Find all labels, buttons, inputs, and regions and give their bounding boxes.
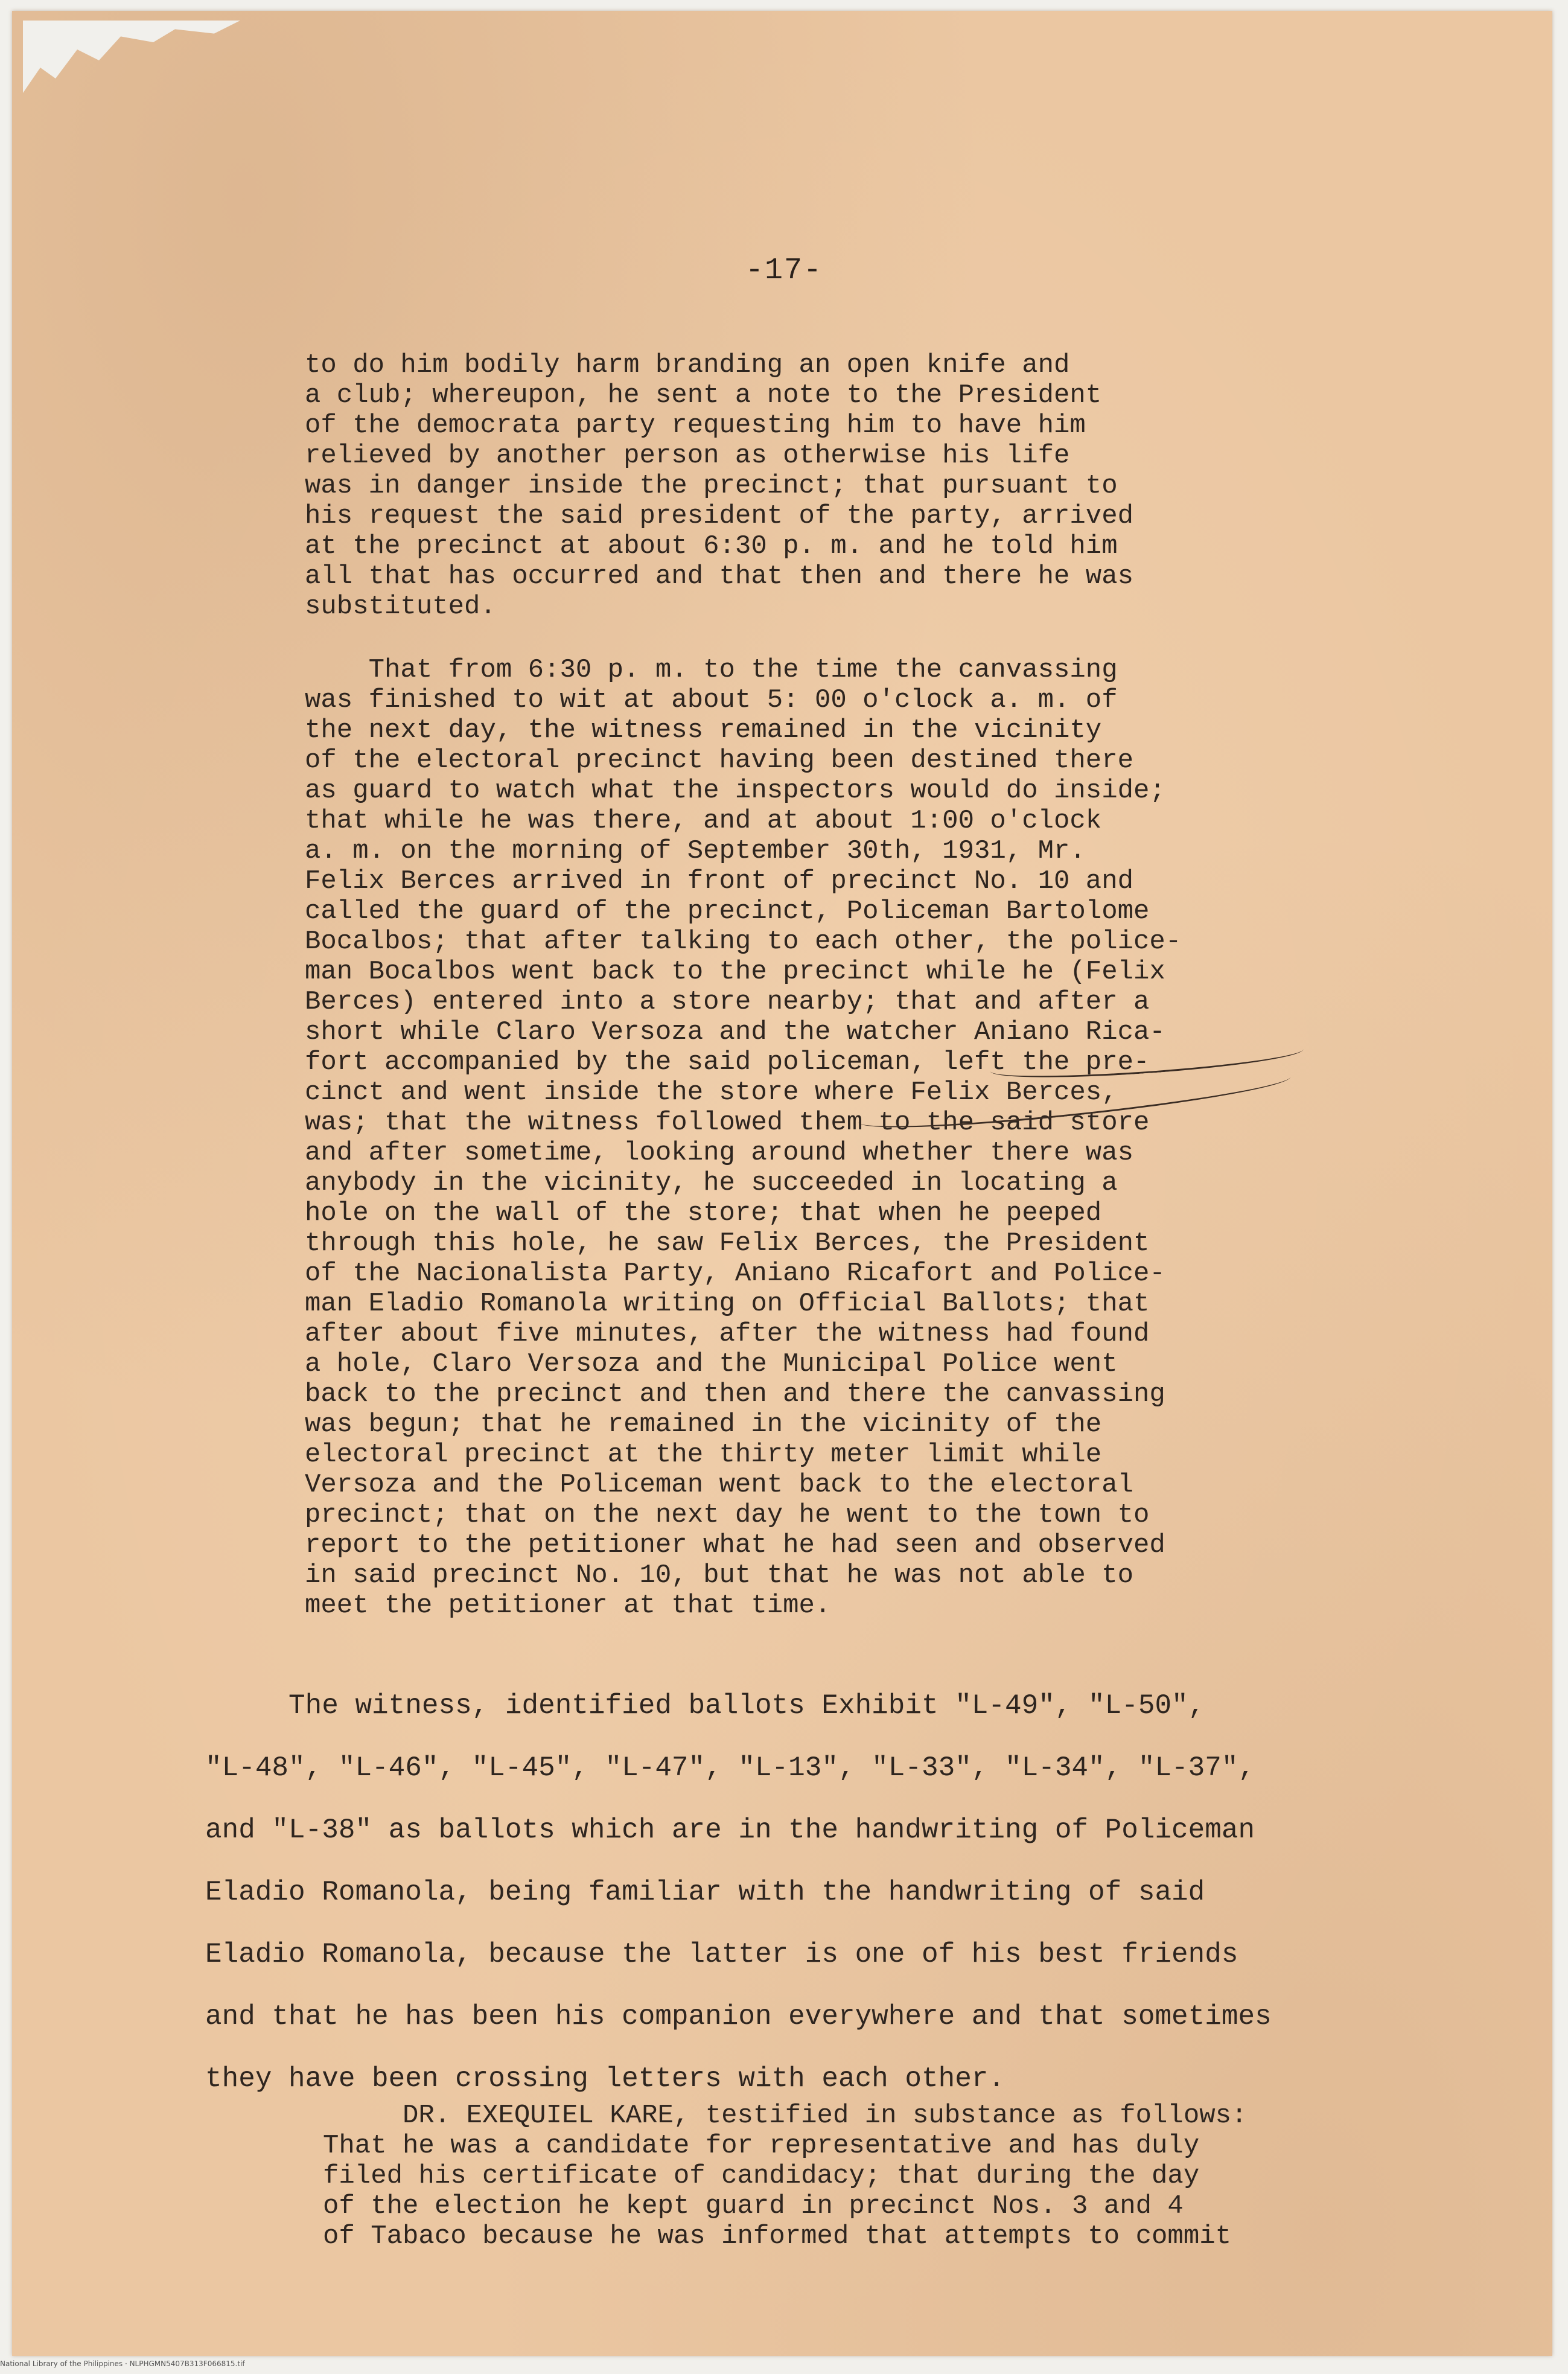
text-line: that while he was there, and at about 1:00 o'clock	[305, 806, 1102, 836]
text-line: DR. EXEQUIEL KARE, testified in substance as follows:	[323, 2101, 1248, 2131]
text-line: was finished to wit at about 5: 00 o'clock a. m. of	[305, 685, 1118, 715]
text-line: and "L-38" as ballots which are in the handwriting of Policeman	[205, 1814, 1255, 1846]
archive-footer: National Library of the Philippines · NLPHGMN5407B313F066815.tif	[0, 2360, 245, 2368]
text-line: called the guard of the precinct, Policeman Bartolome	[305, 896, 1150, 927]
paragraph-4	[323, 2101, 1247, 2251]
text-line: Felix Berces arrived in front of precinct No. 10 and	[305, 866, 1134, 896]
text-line: Versoza and the Policeman went back to the electoral	[305, 1470, 1134, 1500]
text-line: substituted.	[305, 592, 496, 622]
text-line: they have been crossing letters with each other.	[205, 2063, 1005, 2095]
text-line: of the democrata party requesting him to have him	[305, 410, 1086, 441]
text-line: That from 6:30 p. m. to the time the canvassing	[305, 655, 1118, 685]
text-line: man Bocalbos went back to the precinct while he (Felix	[305, 957, 1165, 987]
text-line: hole on the wall of the store; that when he peeped	[305, 1198, 1102, 1228]
text-line: was in danger inside the precinct; that pursuant to	[305, 471, 1118, 501]
text-line: electoral precinct at the thirty meter limit while	[305, 1440, 1102, 1470]
text-line: short while Claro Versoza and the watcher Aniano Rica-	[305, 1017, 1165, 1047]
text-line: in said precinct No. 10, but that he was not able to	[305, 1560, 1134, 1591]
text-line: to do him bodily harm branding an open knife and	[305, 350, 1070, 380]
text-line: That he was a candidate for representative and has duly	[323, 2131, 1200, 2161]
text-line: a club; whereupon, he sent a note to the President	[305, 380, 1102, 410]
text-line: the next day, the witness remained in the vicinity	[305, 715, 1102, 745]
text-line: relieved by another person as otherwise his life	[305, 441, 1070, 471]
text-line: as guard to watch what the inspectors would do inside;	[305, 776, 1165, 806]
text-line: of the Nacionalista Party, Aniano Ricafort and Police-	[305, 1259, 1165, 1289]
text-line: of the electoral precinct having been destined there	[305, 745, 1134, 776]
text-line: "L-48", "L-46", "L-45", "L-47", "L-13", "L-33", "L-34", "L-37",	[205, 1752, 1255, 1784]
text-line: man Eladio Romanola writing on Official Ballots; that	[305, 1289, 1150, 1319]
text-line: anybody in the vicinity, he succeeded in locating a	[305, 1168, 1118, 1198]
text-line: a. m. on the morning of September 30th, 1931, Mr.	[305, 836, 1086, 866]
torn-corner	[23, 21, 240, 93]
text-line: his request the said president of the party, arrived	[305, 501, 1134, 531]
text-line: a hole, Claro Versoza and the Municipal Police went	[305, 1349, 1118, 1379]
text-line: back to the precinct and then and there the canvassing	[305, 1379, 1165, 1409]
text-line: after about five minutes, after the witness had found	[305, 1319, 1150, 1349]
text-line: all that has occurred and that then and there he was	[305, 561, 1134, 592]
text-line: Berces) entered into a store nearby; that and after a	[305, 987, 1150, 1017]
text-line: report to the petitioner what he had seen and observed	[305, 1530, 1165, 1560]
text-line: meet the petitioner at that time.	[305, 1591, 831, 1621]
text-line: Bocalbos; that after talking to each other, the police-	[305, 927, 1182, 957]
text-line: and after sometime, looking around whether there was	[305, 1138, 1134, 1168]
paragraph-1	[305, 350, 1133, 622]
text-line: of the election he kept guard in precinct Nos. 3 and 4	[323, 2191, 1184, 2221]
paragraph-2	[305, 655, 1181, 1621]
text-line: through this hole, he saw Felix Berces, the President	[305, 1228, 1150, 1259]
paragraph-3	[205, 1675, 1272, 2110]
text-line: Eladio Romanola, being familiar with the handwriting of said	[205, 1877, 1205, 1908]
text-line: precinct; that on the next day he went to the town to	[305, 1500, 1150, 1530]
text-line: of Tabaco because he was informed that attempts to commit	[323, 2221, 1232, 2251]
text-line: and that he has been his companion everywhere and that sometimes	[205, 2001, 1272, 2032]
text-line: was; that the witness followed them to the said store	[305, 1108, 1150, 1138]
text-line: fort accompanied by the said policeman, left the pre-	[305, 1047, 1150, 1077]
text-line: was begun; that he remained in the vicinity of the	[305, 1409, 1102, 1440]
text-line: at the precinct at about 6:30 p. m. and he told him	[305, 531, 1118, 561]
text-line: cinct and went inside the store where Felix Berces,	[305, 1077, 1118, 1108]
page-number: -17-	[745, 254, 823, 288]
text-line: filed his certificate of candidacy; that during the day	[323, 2161, 1200, 2191]
text-line: The witness, identified ballots Exhibit "L-49", "L-50",	[205, 1690, 1205, 1721]
text-line: Eladio Romanola, because the latter is one of his best friends	[205, 1939, 1238, 1970]
